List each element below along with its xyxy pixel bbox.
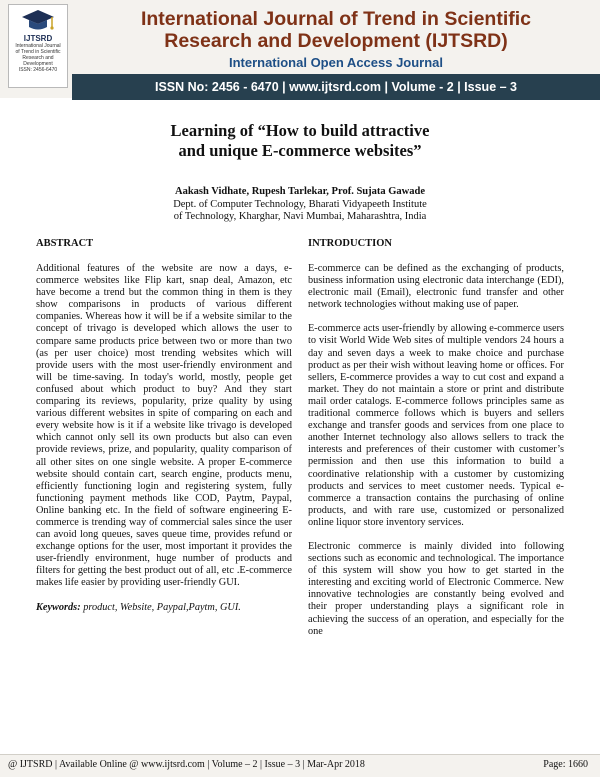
right-column bbox=[308, 238, 564, 650]
paper-authors: Aakash Vidhate, Rupesh Tarlekar, Prof. Sujata Gawade bbox=[174, 186, 425, 197]
journal-info-text: ISSN No: 2456 - 6470 | www.ijtsrd.com | Volume - 2 | Issue – 3 bbox=[154, 80, 517, 94]
introduction-heading: INTRODUCTION bbox=[308, 238, 393, 249]
journal-logo bbox=[8, 4, 68, 88]
logo-issn: ISSN: 2456-6470 bbox=[18, 67, 58, 73]
page-number: Page: 1660 bbox=[543, 759, 588, 770]
logo-line3: Research and bbox=[22, 55, 54, 61]
keywords bbox=[36, 602, 292, 614]
footer-citation: @ IJTSRD | Available Online @ www.ijtsrd.com | Volume – 2 | Issue – 3 | Mar-Apr 2018 bbox=[8, 759, 365, 770]
logo-line1: International Journal bbox=[15, 43, 61, 49]
introduction-paragraph-3: Electronic commerce is mainly divided into following sections such as economic and technological. The importance of this system will show you how to get started in the interesting and exciting world of Electronic Commerce. New innovative technologies are constantly being evolved and their proper understanding plays a significant role in achieving the success of an operation, and especially for the one bbox=[308, 540, 564, 637]
journal-subtitle: International Open Access Journal bbox=[228, 55, 444, 70]
journal-title-line2: Research and Development (IJTSRD) bbox=[164, 30, 508, 52]
affiliation-line1: Dept. of Computer Technology, Bharati Vidyapeeth Institute bbox=[173, 199, 427, 210]
page-footer bbox=[0, 754, 600, 777]
journal-header bbox=[0, 0, 600, 98]
keywords-label: Keywords: bbox=[36, 601, 81, 613]
paper-title-line2: and unique E-commerce websites” bbox=[178, 141, 422, 160]
introduction-paragraph-2: E-commerce acts user-friendly by allowing e-commerce users to visit World Wide Web sites of multiple vendors 24 hours a day and seven days a week to make choice and purchase product as per their wish without leaving home or offices. For sellers, E-commerce provides a way to cut cost and expand a market. They do not maintain a store or print and distribute mail order catalogs. E-commerce follows principles same as traditional commerce follows which is buyers and sellers exchange and transfer goods and services from one place to another Internet technology also allows sellers to track the interests and preferences of their customer with customer’s permission and then use this information to build a coordinative relationship with a customer by customizing products and services to meet customer needs. Typical e-commerce a transaction contains the purchasing of online products, and with rare use, customized or personalized online liquor store inventory services. bbox=[308, 323, 564, 528]
left-column bbox=[36, 238, 292, 614]
affiliation-line2: of Technology, Kharghar, Navi Mumbai, Maharashtra, India bbox=[173, 211, 427, 222]
logo-acronym: IJTSRD bbox=[23, 34, 53, 43]
journal-info-bar bbox=[72, 74, 600, 100]
journal-title-line1: International Journal of Trend in Scientific bbox=[140, 8, 532, 30]
abstract-heading: ABSTRACT bbox=[36, 238, 94, 249]
keywords-list: product, Website, Paypal,Paytm, GUI. bbox=[80, 601, 241, 613]
abstract-text: Additional features of the website are now a days, e-commerce websites like Flip kart, snap deal, Amazon, etc have become a trend but the common thing in them is they show comparisons in products of various different companies. Whereas how it will be if a website similar to the concept of trivago is developed which allows the user to compare same products price between two or more than two (as per user choice) most trending websites which will provide users with the most user-friendly environment and will be time-saving. In today's world, mostly, people get confused about which product to buy? And they start comparing its reviews, popularity, prize quality by using various different websites in spite of comparing on each and every website how is it if a website like trivago is developed which cannot only sell its own products but also can even provide reviews, prize, and popularity, quality comparison of all other sites on one single website. A proper E-commerce website should contain cart, search engine, products menu, efficiently functioning login and registering system, fully functioning payment methods like COD, Paytm, Paypal, Online banking etc. In the field of software engineering E-commerce is trending way of commercial sales since the user can avoid long queues, saves queue time, provides refund or exchange options for the user, most important it provides the user-friendly environment, huge number of products and filters for getting the best product out of all, etc .E-commerce makes life easier by providing user-friendly GUI. bbox=[36, 263, 292, 589]
graduation-cap-icon bbox=[21, 8, 55, 34]
introduction-paragraph-1: E-commerce can be defined as the exchanging of products, business information using electronic data interchange (EDI), electronic mail (Email), electronic fund transfer and other network technologies without making use of paper. bbox=[308, 263, 564, 311]
logo-line4: Development bbox=[23, 61, 53, 67]
paper-title-line1: Learning of “How to build attractive bbox=[170, 121, 430, 140]
logo-line2: of Trend in Scientific bbox=[15, 49, 61, 55]
